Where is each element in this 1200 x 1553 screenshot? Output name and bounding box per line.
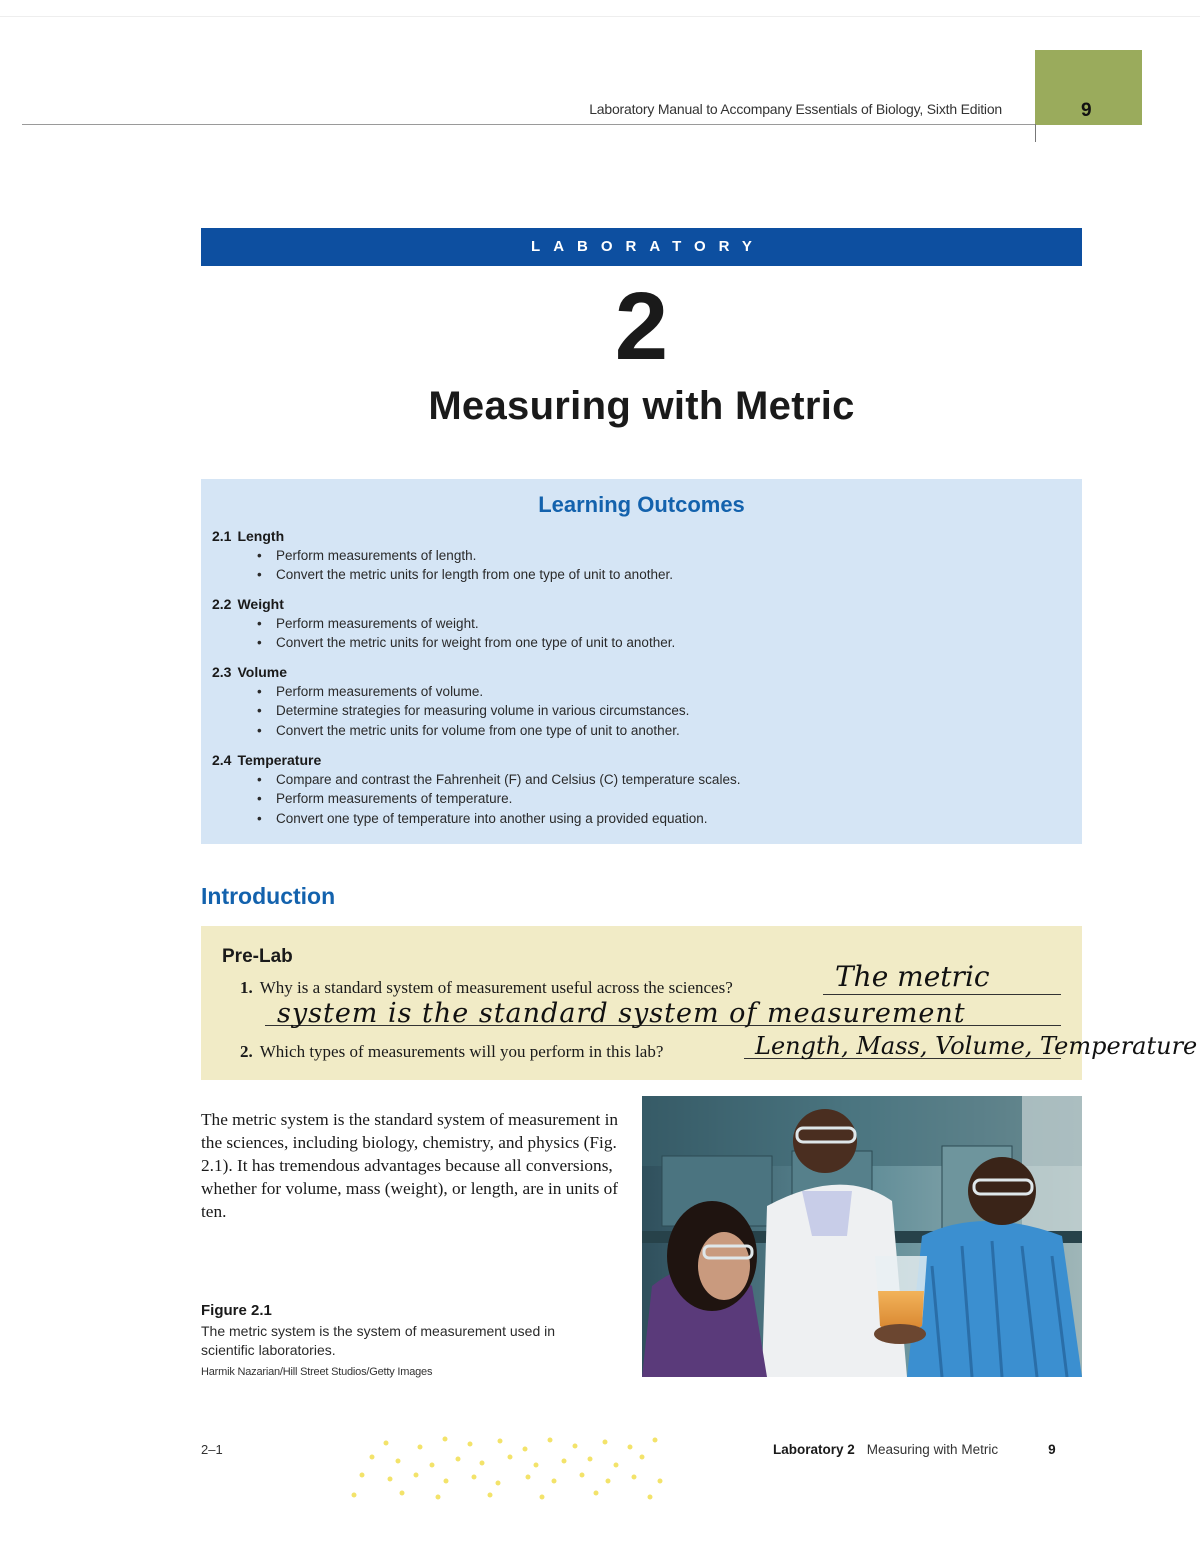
handwritten-answer-1a: The metric [835, 960, 990, 993]
figure-caption: The metric system is the system of measurement used in scientific laboratories. [201, 1323, 556, 1358]
chapter-number: 2 [614, 273, 669, 380]
outcome-number: 2.2 [212, 596, 232, 612]
outcome-item: • Perform measurements of weight. [257, 616, 479, 631]
outcome-section-volume [212, 663, 1072, 740]
answer-line[interactable] [823, 994, 1061, 995]
outcome-item: • Convert one type of temperature into another using a provided equation. [257, 810, 708, 826]
outcome-heading-text: Volume [237, 664, 287, 680]
folio-left: 2–1 [201, 1442, 223, 1457]
outcome-item: • Convert the metric units for length from one type of unit to another. [257, 567, 673, 583]
prelab-question-2 [240, 1042, 663, 1062]
outcome-item-text: Determine strategies for measuring volume in various circumstances. [276, 703, 690, 719]
outcome-item-text: Convert the metric units for volume from one type of unit to another. [276, 722, 680, 738]
decorative-dots [350, 1435, 670, 1505]
outcome-heading [212, 751, 1072, 770]
page-number: 9 [1081, 100, 1092, 121]
header-rule [22, 124, 1036, 125]
outcome-number: 2.1 [212, 528, 232, 544]
question-text: Which types of measurements will you perform in this lab? [259, 1042, 664, 1061]
outcome-section-weight [212, 595, 1072, 653]
outcome-item-text: Perform measurements of volume. [276, 684, 484, 699]
prelab-title: Pre-Lab [222, 946, 293, 967]
question-text: Why is a standard system of measurement useful across the sciences? [259, 978, 733, 997]
outcome-heading [212, 663, 1072, 682]
outcome-item-text: Perform measurements of weight. [276, 616, 479, 631]
outcome-item: • Convert the metric units for volume from one type of unit to another. [257, 722, 680, 738]
question-number: 1. [240, 978, 253, 997]
outcome-item: • Perform measurements of temperature. [257, 791, 513, 807]
outcome-number: 2.3 [212, 664, 232, 680]
introduction-heading: Introduction [201, 883, 336, 909]
outcome-item-text: Perform measurements of temperature. [276, 791, 513, 807]
outcome-heading [212, 595, 1072, 614]
top-rule [0, 16, 1200, 17]
outcome-item: • Convert the metric units for weight from one type of unit to another. [257, 635, 676, 651]
footer-title: Measuring with Metric [866, 1442, 999, 1457]
outcome-number: 2.4 [212, 752, 232, 768]
figure-credit: Harmik Nazarian/Hill Street Studios/Getty Images [201, 1366, 433, 1378]
chapter-title: Measuring with Metric [428, 384, 855, 428]
lab-photo [642, 1096, 1082, 1377]
laboratory-banner: LABORATORY [201, 228, 1082, 266]
footer-running-title [773, 1442, 1056, 1457]
outcome-section-temperature [212, 751, 1072, 828]
outcome-heading-text: Weight [237, 596, 284, 612]
intro-paragraph: The metric system is the standard system of measurement in the sciences, including biology, chemistry, and physics (Fig. 2.1). It has tremendous advantages because all conversions, whether for volume, mass (weight), or length, are in units of ten. [201, 1110, 619, 1221]
outcome-section-length [212, 527, 1072, 585]
handwritten-answer-1b: system is the standard system of measurement [277, 998, 966, 1029]
prelab-question-1 [240, 978, 733, 998]
learning-outcomes-box [201, 479, 1082, 844]
handwritten-answer-2: Length, Mass, Volume, Temperature [755, 1032, 1198, 1060]
running-header-title: Laboratory Manual to Accompany Essentials of Biology, Sixth Edition [589, 101, 1002, 117]
outcome-item-text: Perform measurements of length. [276, 548, 477, 563]
running-header [22, 50, 1142, 145]
outcome-item-text: Compare and contrast the Fahrenheit (F) and Celsius (C) temperature scales. [276, 772, 741, 787]
footer-page-number: 9 [1048, 1442, 1056, 1457]
outcome-item: • Determine strategies for measuring volume in various circumstances. [257, 703, 690, 719]
question-number: 2. [240, 1042, 253, 1061]
footer-lab: Laboratory 2 [773, 1442, 855, 1457]
outcome-heading-text: Temperature [237, 752, 322, 768]
outcome-item-text: Convert the metric units for weight from one type of unit to another. [276, 635, 676, 651]
outcome-item: • Perform measurements of length. [257, 548, 477, 563]
outcome-item: • Compare and contrast the Fahrenheit (F) and Celsius (C) temperature scales. [257, 772, 741, 787]
outcome-item: • Perform measurements of volume. [257, 684, 484, 699]
prelab-box [201, 926, 1198, 1080]
header-tick [1035, 124, 1036, 142]
figure-label: Figure 2.1 [201, 1302, 272, 1319]
learning-outcomes-title: Learning Outcomes [538, 492, 745, 517]
outcome-item-text: Convert the metric units for length from one type of unit to another. [276, 567, 673, 583]
outcome-item-text: Convert one type of temperature into another using a provided equation. [276, 810, 708, 826]
outcome-heading [212, 527, 1072, 546]
outcome-heading-text: Length [237, 528, 285, 544]
